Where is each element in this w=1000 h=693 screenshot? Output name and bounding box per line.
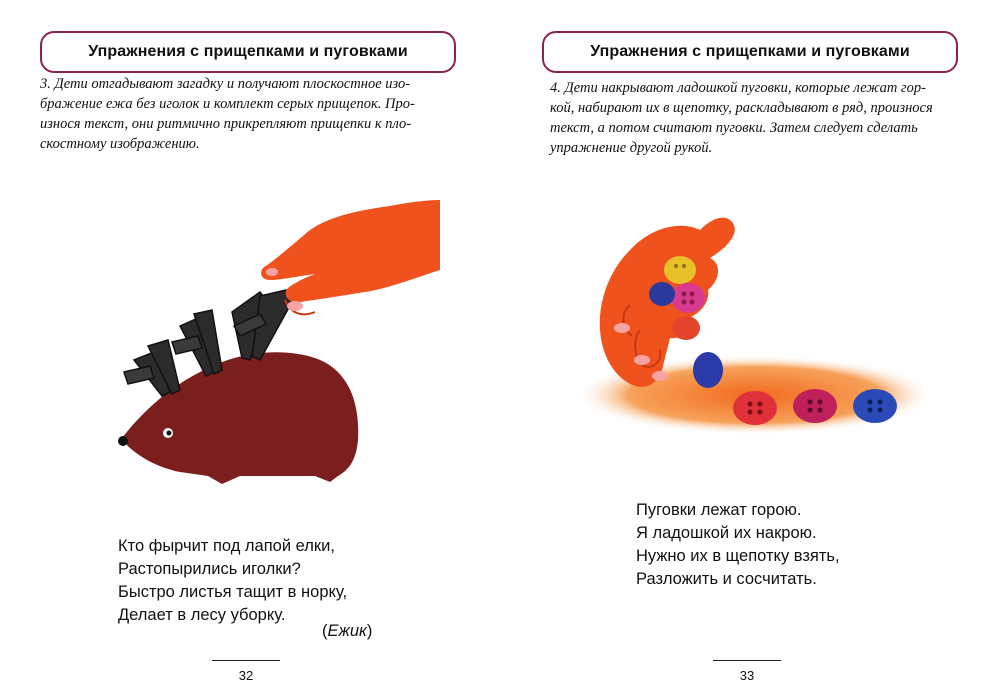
poem-line: Разложить и сосчитать.: [636, 570, 817, 588]
button: [733, 391, 777, 425]
section-header: [40, 31, 456, 73]
clothespin: [172, 310, 222, 376]
poem-line: Делает в лесу уборку.: [118, 606, 286, 624]
clothespin: [124, 340, 180, 396]
hedgehog-nose: [118, 436, 128, 446]
page-number: 33: [739, 668, 755, 683]
button: [693, 352, 723, 388]
exercise-description: [550, 78, 946, 158]
button: [853, 389, 897, 423]
button: [664, 256, 696, 284]
riddle-poem: [118, 535, 347, 627]
page-33: [500, 0, 1000, 693]
poem-line: Быстро листья тащит в норку,: [118, 583, 348, 601]
poem-line: Растопырились иголки?: [118, 560, 301, 578]
description-line: износя текст, они ритмично прикрепляют прищепки к пло-: [40, 116, 412, 132]
header-title: Упражнения с прищепками и пуговками: [88, 43, 408, 60]
page-number: 32: [238, 668, 254, 683]
buttons-row: [733, 389, 897, 425]
clothespin: [232, 290, 292, 360]
header-title: Упражнения с прищепками и пуговками: [590, 43, 910, 60]
page-number-rule: [212, 660, 280, 661]
poem-line: Кто фырчит под лапой елки,: [118, 537, 335, 555]
exercise-description: [40, 74, 440, 154]
description-line: бражение ежа без иголок и комплект серых прищепок. Про-: [40, 96, 415, 112]
poem-line: Я ладошкой их накрою.: [636, 524, 817, 542]
description-line: кой, набирают их в щепотку, раскладывают в ряд, произнося: [550, 100, 933, 116]
description-line: упражнение другой рукой.: [550, 140, 713, 156]
description-line: текст, а потом считают пуговки. Затем следует сделать: [550, 120, 918, 136]
hand-with-buttons-illustration: [570, 210, 930, 450]
button: [793, 389, 837, 423]
button: [649, 282, 675, 306]
hand: [261, 200, 440, 302]
description-line: скостному изображению.: [40, 136, 200, 152]
description-line: 3. Дети отгадывают загадку и получают плоскостное изо-: [40, 76, 411, 92]
page-number-rule: [713, 660, 781, 661]
answer-text: Ежик: [327, 622, 367, 640]
description-line: 4. Дети накрывают ладошкой пуговки, которые лежат гор-: [550, 80, 926, 96]
exercise-poem: [636, 499, 840, 591]
button: [672, 316, 700, 340]
riddle-answer: (Ежик): [322, 622, 373, 640]
poem-line: Пуговки лежат горою.: [636, 501, 802, 519]
button: [671, 283, 705, 313]
hedgehog-with-clothespins-illustration: [110, 200, 440, 490]
poem-line: Нужно их в щепотку взять,: [636, 547, 840, 565]
section-header: [542, 31, 958, 73]
